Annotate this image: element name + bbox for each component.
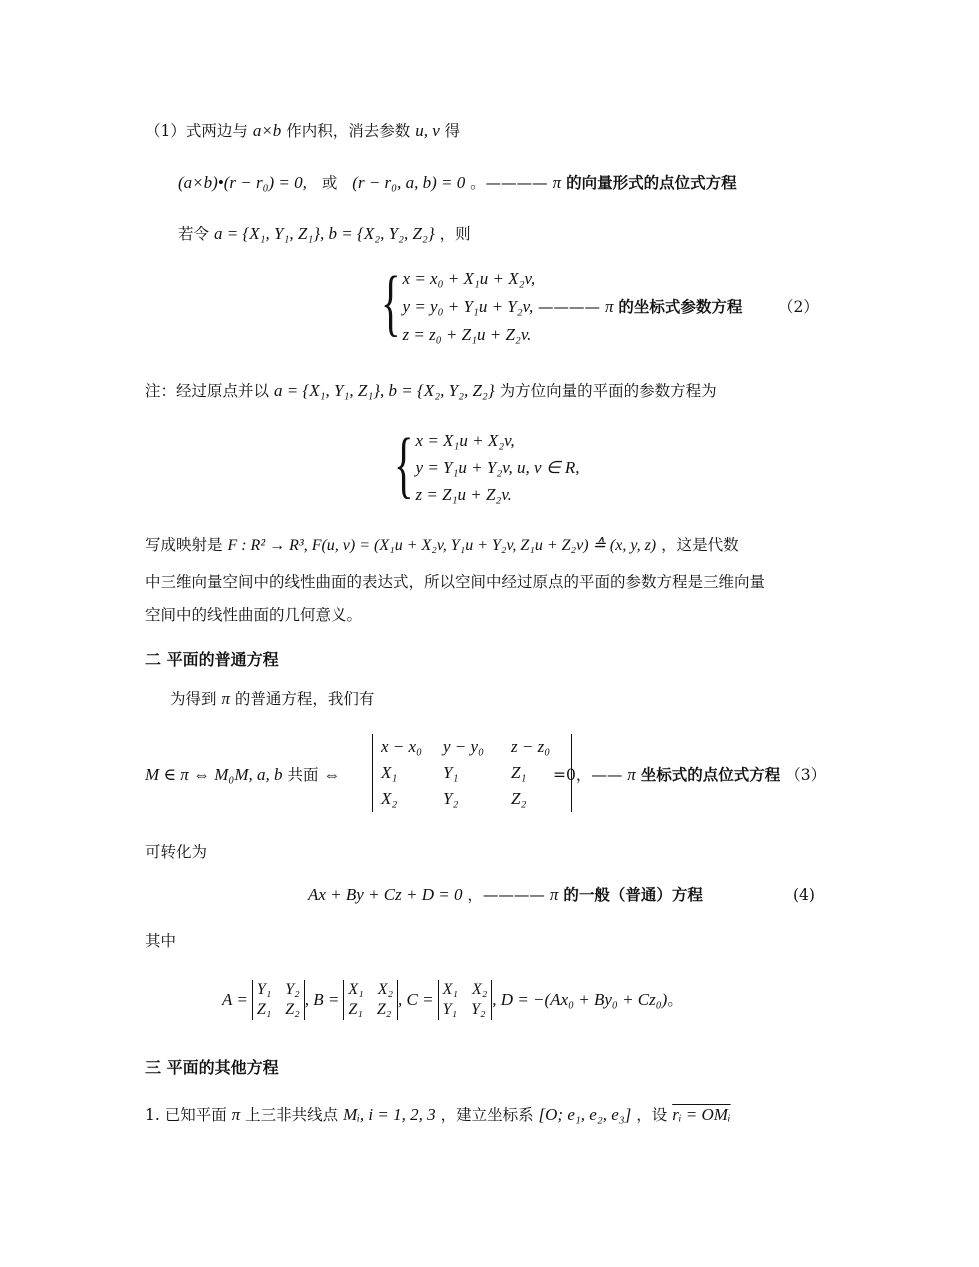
formula: Mᵢ, i = 1, 2, 3 — [343, 1105, 436, 1124]
text: 若令 — [178, 225, 210, 243]
text: 上三非共线点 — [245, 1106, 339, 1124]
text: 作内积，消去参数 — [286, 122, 411, 140]
formula: rᵢ = OMᵢ — [672, 1105, 731, 1124]
formula: (a×b)•(r − r₀) = 0, — [178, 173, 307, 192]
paragraph-obtain — [170, 688, 374, 710]
equation-label: 的坐标式参数方程 — [618, 297, 743, 316]
equation-system-origin — [378, 424, 580, 508]
equation-number: （2） — [778, 298, 819, 316]
text: 共面 — [287, 766, 319, 784]
system-rows — [416, 428, 580, 508]
matrix-cell: Z₁ — [511, 763, 527, 782]
equation-general — [308, 884, 703, 906]
text: ，———— — [467, 886, 545, 904]
matrix-cell: Y₂ — [471, 1001, 486, 1018]
determinant-C — [438, 980, 493, 1020]
paragraph-note — [145, 380, 717, 402]
text: 注：经过原点并以 — [145, 382, 270, 400]
matrix-cell: X₁ — [348, 981, 364, 998]
equation-number: (4) — [793, 886, 815, 904]
system-row: z = z₀ + Z₁u + Z₂v. — [402, 325, 532, 344]
formula: [O; e₁, e₂, e₃] — [538, 1105, 632, 1124]
matrix-cell: Z₂ — [511, 789, 527, 808]
text: 为得到 — [170, 690, 217, 708]
formula: π — [221, 689, 230, 708]
system-row: x = X₁u + X₂v, — [415, 431, 515, 450]
formula: ⇔ — [323, 765, 341, 784]
system-row: z = Z₁u + Z₂v. — [415, 485, 512, 504]
paragraph-line: 中三维向量空间中的线性曲面的表达式，所以空间中经过原点的平面的参数方程是三维向量 — [145, 573, 766, 591]
text: ，则 — [439, 225, 471, 243]
equation-system-coordinate — [365, 262, 536, 348]
formula: , B = — [304, 990, 340, 1009]
equation-label: 坐标式的点位式方程 — [640, 765, 781, 784]
equation-vector-point — [178, 172, 737, 194]
paragraph-transform: 可转化为 — [145, 843, 208, 861]
text: 或 — [321, 174, 338, 192]
determinant-A — [252, 980, 305, 1020]
formula: , D = −(Ax₀ + By₀ + Cz₀) — [492, 990, 668, 1009]
determinant-row — [443, 980, 488, 1000]
paragraph-three-points — [145, 1104, 731, 1126]
determinant-row — [257, 980, 300, 1000]
text: =0，—— — [553, 766, 623, 784]
formula: a = {X₁, Y₁, Z₁}, b = {X₂, Y₂, Z₂} — [213, 224, 435, 243]
text: （1）式两边与 — [145, 122, 248, 140]
text: ，这是代数 — [661, 536, 739, 554]
matrix-cell: Y₂ — [443, 789, 459, 808]
formula: A = — [222, 990, 248, 1009]
formula: Ax + By + Cz + D = 0 — [308, 885, 463, 904]
text: 。 — [667, 991, 683, 1009]
matrix-cell: X₂ — [377, 981, 394, 998]
text: 得 — [444, 122, 461, 140]
text: 。———— — [470, 174, 548, 192]
equation-label-3 — [553, 764, 826, 786]
matrix-cell: X₁ — [381, 763, 398, 782]
system-row: y = y₀ + Y₁u + Y₂v, — [402, 297, 534, 316]
determinant-row — [348, 1000, 393, 1020]
paragraph-mapping — [145, 534, 739, 557]
formula: M ∈ π ⇔ M₀M, a, b — [145, 765, 283, 784]
equation-label: 的一般（普通）方程 — [563, 885, 703, 904]
determinant-row — [348, 980, 393, 1000]
matrix-cell: y − y₀ — [443, 737, 484, 756]
matrix-cell: Y₁ — [256, 981, 272, 998]
text: 写成映射是 — [145, 536, 223, 554]
determinant-3x3 — [372, 734, 572, 812]
formula: π — [552, 173, 562, 192]
matrix-cell: X₁ — [442, 981, 458, 998]
matrix-cell: Y₁ — [442, 1001, 458, 1018]
text: ，建立坐标系 — [440, 1106, 534, 1124]
formula: π — [627, 765, 636, 784]
matrix-cell: Z₂ — [376, 1001, 392, 1018]
formula: , C = — [398, 990, 434, 1009]
brace-symbol: { — [393, 424, 414, 506]
system-rows — [403, 266, 536, 348]
matrix-cell: x − x₀ — [381, 737, 422, 756]
section-heading: 三 平面的其他方程 — [145, 1058, 279, 1077]
system-row: y = Y₁u + Y₂v, u, v ∈ R, — [415, 458, 580, 477]
paragraph-line: 空间中的线性曲面的几何意义。 — [145, 606, 363, 624]
text: 的普通方程，我们有 — [234, 690, 375, 708]
formula: (r − r₀, a, b) = 0 — [352, 173, 466, 192]
determinant-grid — [381, 734, 563, 812]
matrix-cell: X₂ — [381, 789, 398, 808]
text: ———— — [538, 298, 600, 316]
equation-coplanar — [145, 764, 340, 786]
matrix-cell: Y₁ — [443, 763, 459, 782]
system-row: x = x₀ + X₁u + X₂v, — [402, 269, 536, 288]
formula: u, v — [415, 121, 440, 140]
equation-label-2 — [538, 296, 742, 318]
equation-number: （3） — [785, 766, 827, 784]
equation-label: 的向量形式的点位式方程 — [566, 173, 737, 192]
determinant-row — [443, 1000, 488, 1020]
matrix-cell: Z₁ — [256, 1001, 272, 1018]
text: 1. 已知平面 — [145, 1106, 227, 1124]
text: 为方位向量的平面的参数方程为 — [499, 382, 717, 400]
formula: a = {X₁, Y₁, Z₁}, b = {X₂, Y₂, Z₂} — [273, 381, 495, 400]
paragraph-inner-product — [145, 120, 460, 142]
formula: a×b — [252, 121, 282, 140]
matrix-cell: z − z₀ — [511, 737, 551, 756]
determinant-B — [343, 980, 398, 1020]
matrix-cell: Z₁ — [348, 1001, 363, 1018]
paragraph-where: 其中 — [145, 932, 177, 950]
text: ，设 — [636, 1106, 668, 1124]
formula: F : R² → R³, F(u, v) = (X₁u + X₂v, Y₁u + Y₂v, Z₁u + Z₂v) ≙ (x, y, z) — [227, 537, 657, 554]
formula: π — [604, 297, 614, 316]
brace-symbol: { — [380, 262, 401, 344]
matrix-cell: Y₂ — [285, 981, 300, 998]
paragraph-let — [178, 223, 471, 245]
matrix-cell: Z₂ — [285, 1001, 300, 1018]
formula: π — [231, 1105, 241, 1124]
matrix-cell: X₂ — [471, 981, 488, 998]
section-heading: 二 平面的普通方程 — [145, 650, 279, 669]
formula: π — [549, 885, 559, 904]
equation-coefficients — [222, 978, 683, 1022]
determinant-row — [257, 1000, 300, 1020]
